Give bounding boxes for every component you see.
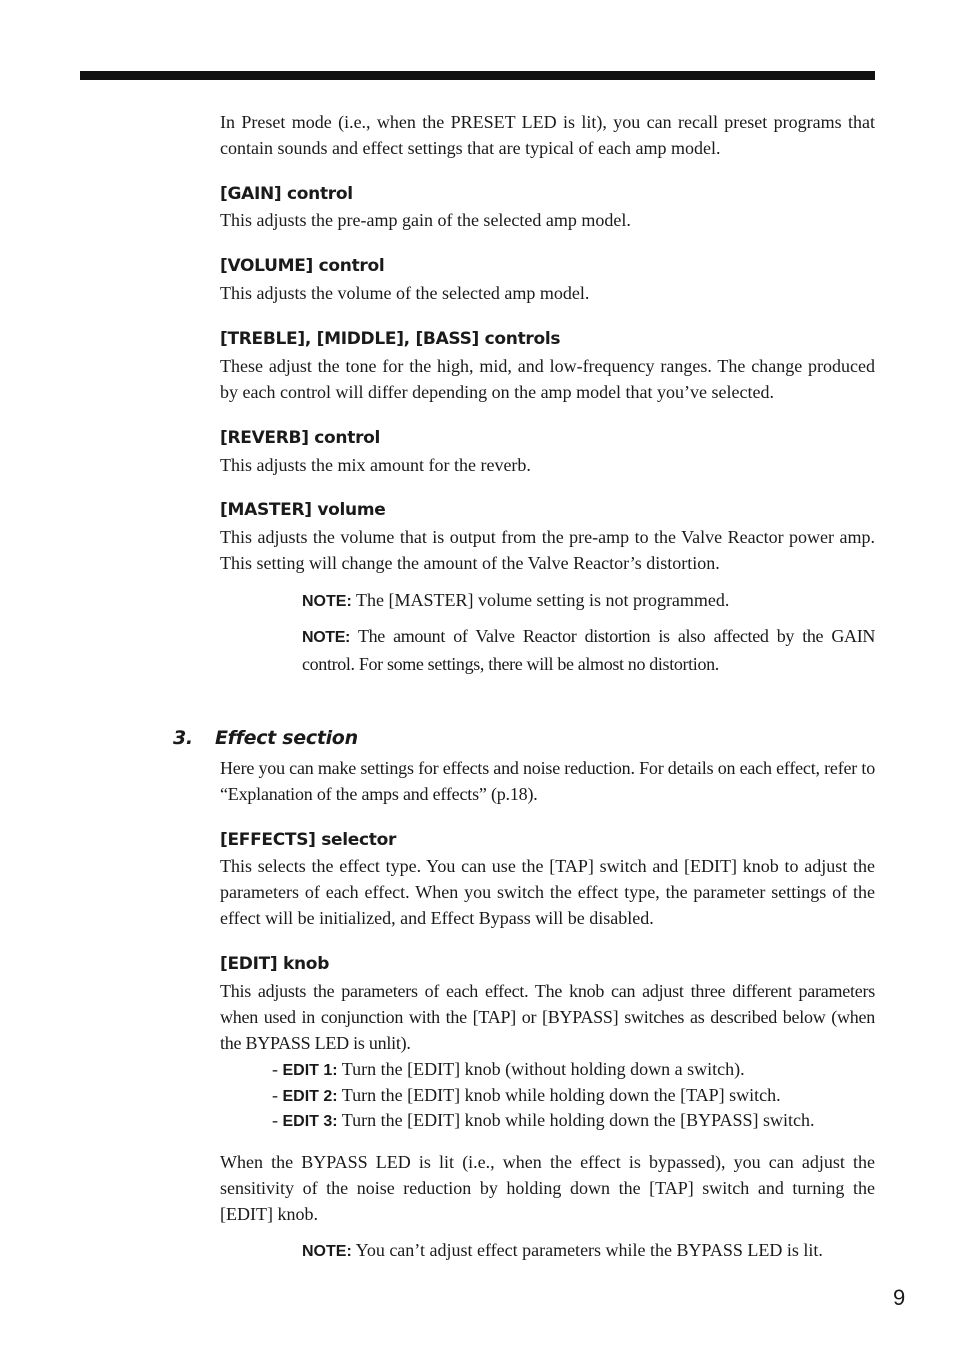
edit-item-1: - EDIT 1: Turn the [EDIT] knob (without holding down a switch). bbox=[272, 1059, 745, 1079]
note-master: NOTE: The [MASTER] volume setting is not programmed. bbox=[302, 590, 730, 610]
page-number: 9 bbox=[893, 1285, 906, 1310]
section-intro: Here you can make settings for effects and noise reduction. For details on each effect, refer to “Explanation of the amps and effects” (p.18). bbox=[220, 758, 875, 804]
edit-text: This adjusts the parameters of each effect. The knob can adjust three different parameters when used in conjunction with the [TAP] or [BYPASS] switches as described below (when the BYPASS LED is unlit). bbox=[220, 981, 875, 1053]
bypass-paragraph: When the BYPASS LED is lit (i.e., when the effect is bypassed), you can adjust the sensitivity of the noise reduction by holding down the [TAP] switch and turning the [EDIT] knob. bbox=[220, 1152, 875, 1224]
gain-heading: [GAIN] control bbox=[220, 184, 353, 204]
tone-heading: [TREBLE], [MIDDLE], [BASS] controls bbox=[220, 329, 561, 349]
reverb-text: This adjusts the mix amount for the reverb. bbox=[220, 455, 531, 475]
volume-heading: [VOLUME] control bbox=[220, 256, 385, 276]
edit-heading: [EDIT] knob bbox=[220, 954, 330, 974]
effects-text: This selects the effect type. You can use the [TAP] switch and [EDIT] knob to adjust the parameters of each effect. When you switch the effect type, the parameter settings of the effect will be initialized, and Effect Bypass will be disabled. bbox=[220, 856, 875, 928]
master-heading: [MASTER] volume bbox=[220, 500, 386, 520]
section-number: 3. bbox=[173, 727, 193, 749]
section-title: Effect section bbox=[215, 727, 358, 749]
master-text: This adjusts the volume that is output from the pre-amp to the Valve Reactor power amp. This setting will change the amount of the Valve Reactor’s distortion. bbox=[220, 527, 875, 573]
edit-item-2: - EDIT 2: Turn the [EDIT] knob while holding down the [TAP] switch. bbox=[272, 1085, 781, 1105]
section-heading bbox=[173, 727, 358, 749]
reverb-heading: [REVERB] control bbox=[220, 428, 381, 448]
note-label: NOTE: bbox=[302, 1243, 352, 1260]
volume-text: This adjusts the volume of the selected amp model. bbox=[220, 283, 590, 303]
effects-heading: [EFFECTS] selector bbox=[220, 830, 397, 850]
header-rule bbox=[80, 71, 875, 80]
edit-item-3: - EDIT 3: Turn the [EDIT] knob while holding down the [BYPASS] switch. bbox=[272, 1110, 815, 1130]
intro-paragraph: In Preset mode (i.e., when the PRESET LED is lit), you can recall preset programs that contain sounds and effect settings that are typical of each amp model. bbox=[220, 112, 875, 158]
note-label: NOTE: bbox=[302, 593, 352, 610]
tone-text: These adjust the tone for the high, mid, and low-frequency ranges. The change produced by each control will differ depending on the amp model that you’ve selected. bbox=[220, 356, 875, 402]
note-bypass: NOTE: You can’t adjust effect parameters while the BYPASS LED is lit. bbox=[302, 1240, 823, 1260]
note-distortion: NOTE: The amount of Valve Reactor distortion is also affected by the GAIN control. For some settings, there will be almost no distortion. bbox=[302, 626, 875, 674]
gain-text: This adjusts the pre-amp gain of the selected amp model. bbox=[220, 210, 631, 230]
note-label: NOTE: bbox=[302, 629, 351, 646]
